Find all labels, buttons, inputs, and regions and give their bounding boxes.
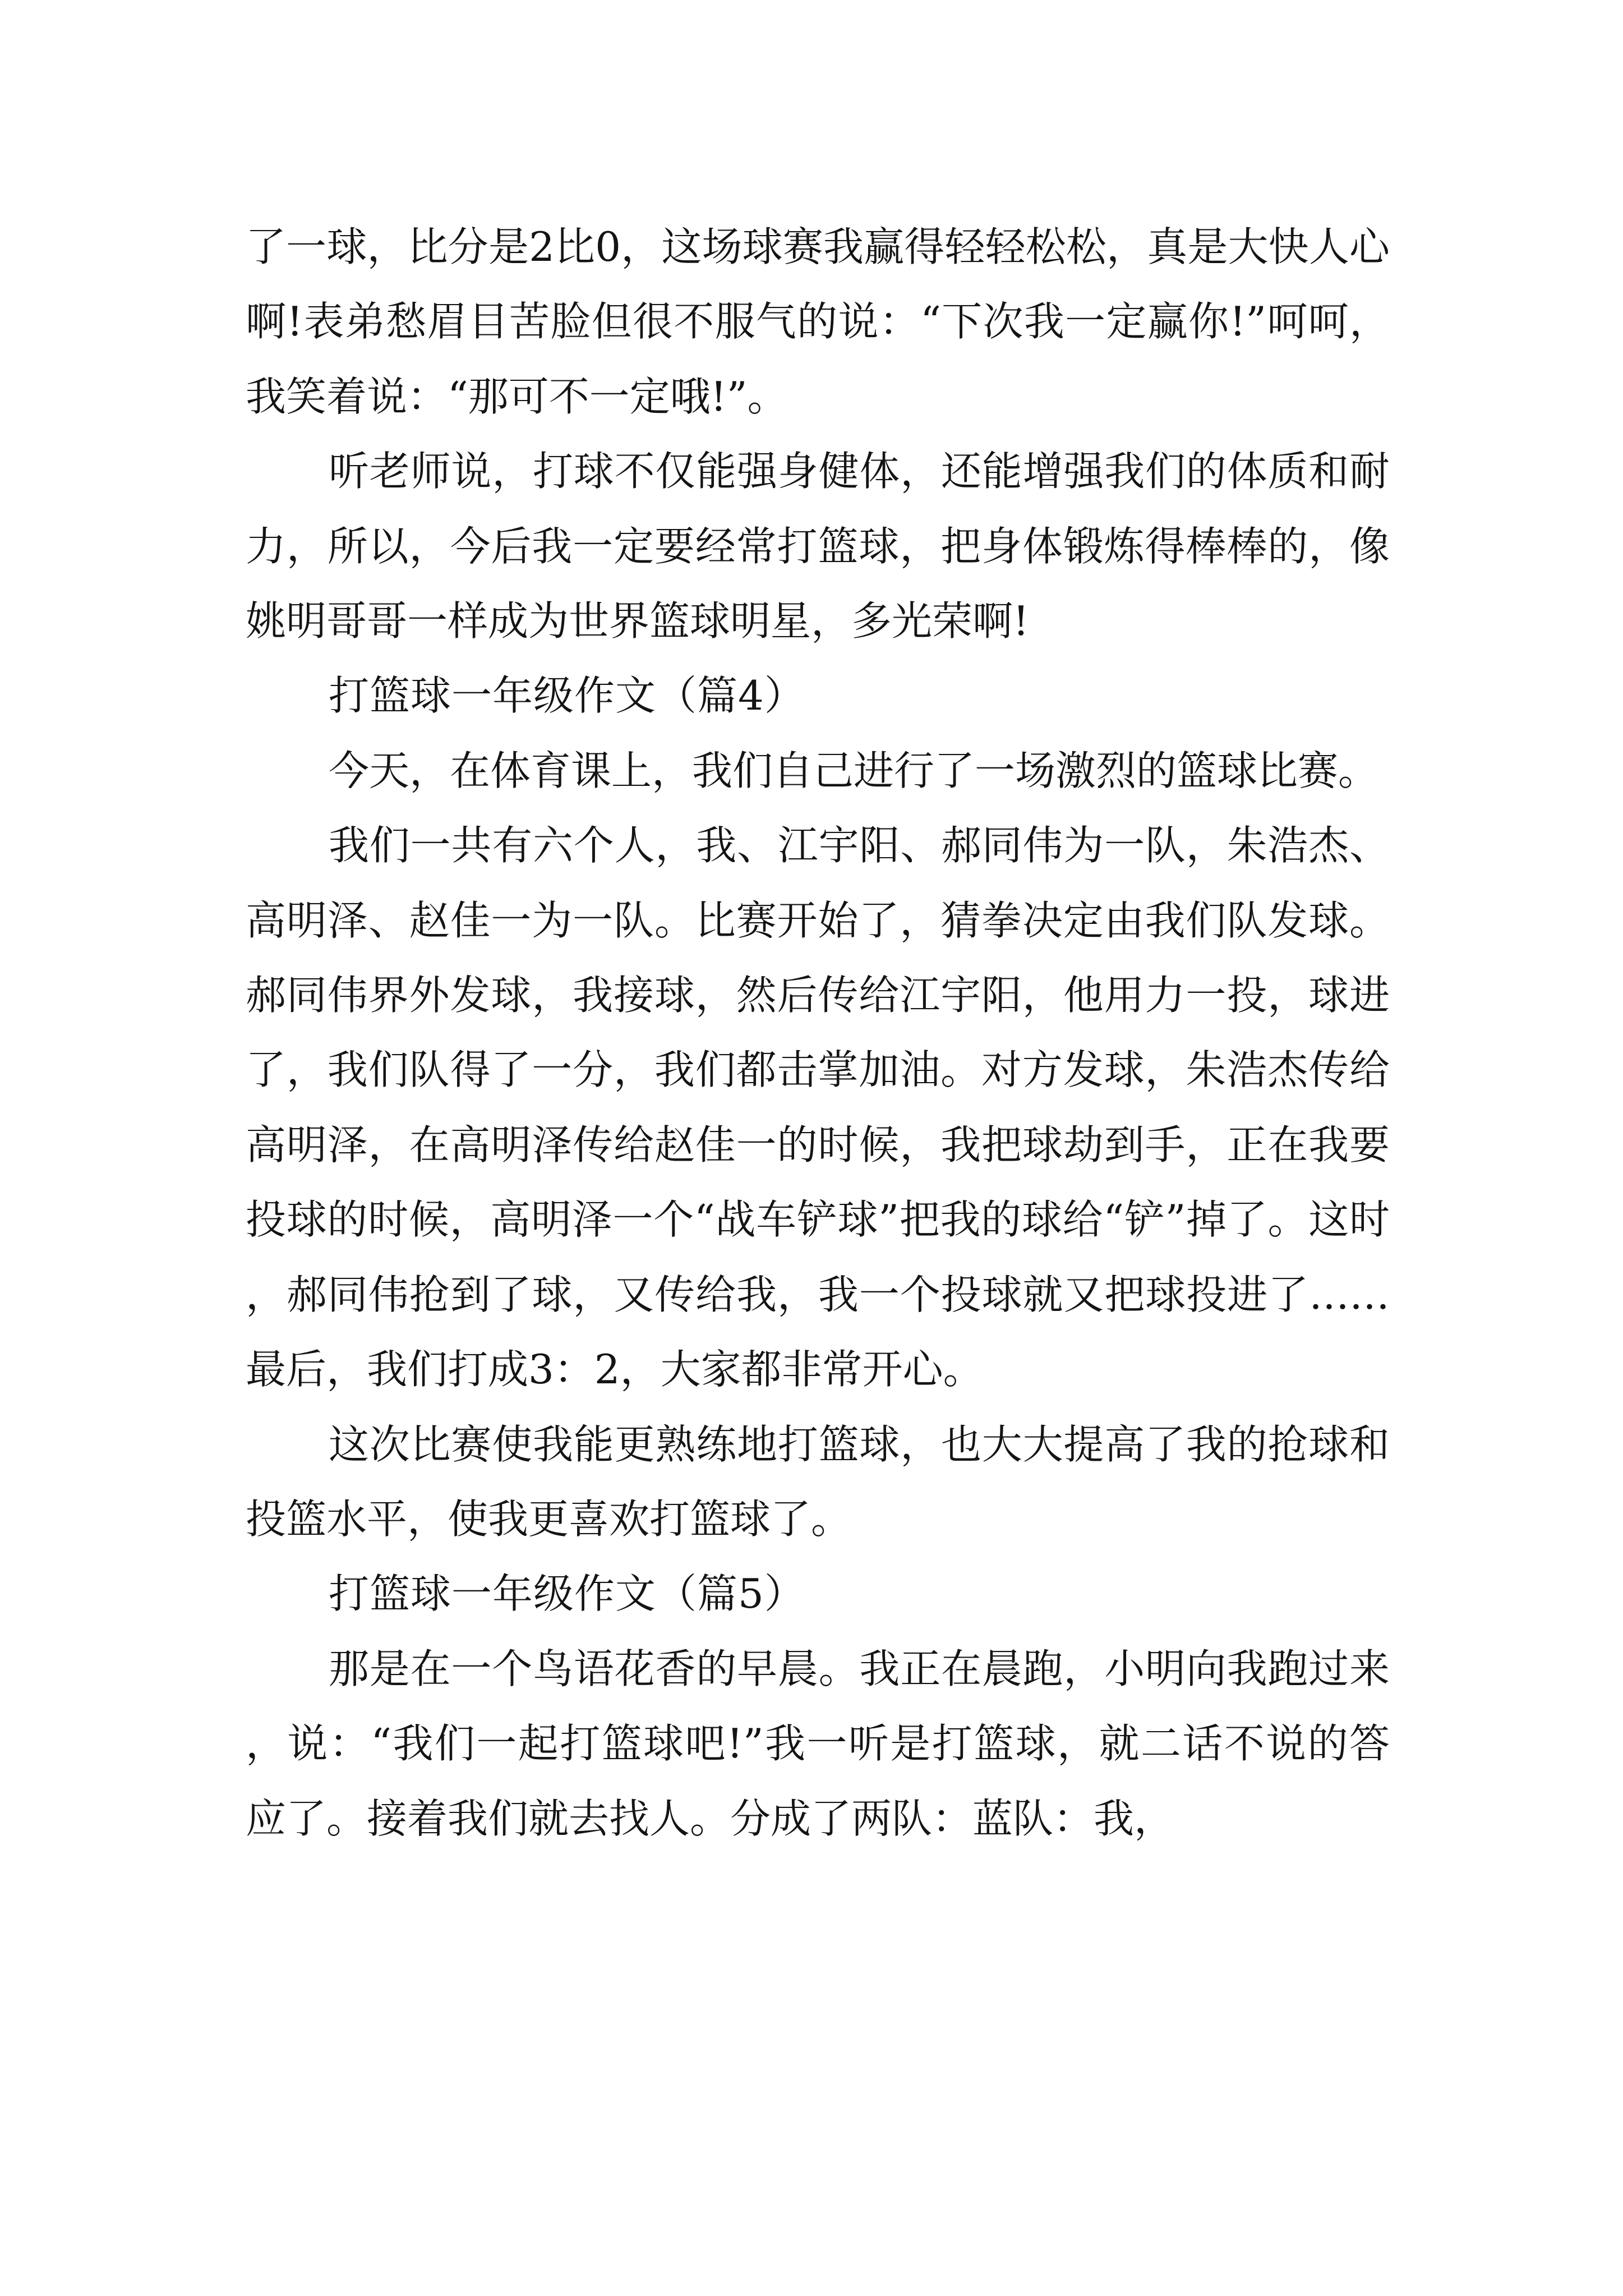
paragraph-body: 今天，在体育课上，我们自己进行了一场激烈的篮球比赛。 [329, 747, 1379, 794]
paragraph-body: 那是在一个鸟语花香的早晨。我正在晨跑，小明向我跑过来，说：“我们一起打篮球吧!”我一听是打篮球，就二话不说的答应了。接着我们就去找人。分成了两队：蓝队：我， [246, 1645, 1390, 1842]
essay-heading: 打篮球一年级作文（篇5） [329, 1570, 805, 1618]
paragraph-body: 这次比赛使我能更熟练地打篮球，也大大提高了我的抢球和投篮水平，使我更喜欢打篮球了。 [246, 1420, 1390, 1543]
paragraph-body: 我们一共有六个人，我、江宇阳、郝同伟为一队，朱浩杰、高明泽、赵佳一为一队。比赛开始了，猜拳决定由我们队发球。郝同伟界外发球，我接球，然后传给江宇阳，他用力一投，球进了，我们队得了一分，我们都击掌加油。对方发球，朱浩杰传给高明泽，在高明泽传给赵佳一的时候，我把球劫到手，正在我要投球的时候，高明泽一个“战车铲球”把我的球给“铲”掉了。这时，郝同伟抢到了球，又传给我，我一个投球就又把球投进了……最后，我们打成3：2，大家都非常开心。 [246, 822, 1390, 1393]
document-body [246, 210, 1390, 1856]
essay-heading: 打篮球一年级作文（篇4） [329, 672, 805, 720]
paragraph-continuation: 了一球，比分是2比0，这场球赛我赢得轻轻松松，真是大快人心啊!表弟愁眉目苦脸但很不服气的说：“下次我一定赢你!”呵呵，我笑着说：“那可不一定哦!”。 [246, 223, 1390, 420]
paragraph-body: 听老师说，打球不仅能强身健体，还能增强我们的体质和耐力，所以，今后我一定要经常打篮球，把身体锻炼得棒棒的，像姚明哥哥一样成为世界篮球明星，多光荣啊! [246, 448, 1390, 645]
